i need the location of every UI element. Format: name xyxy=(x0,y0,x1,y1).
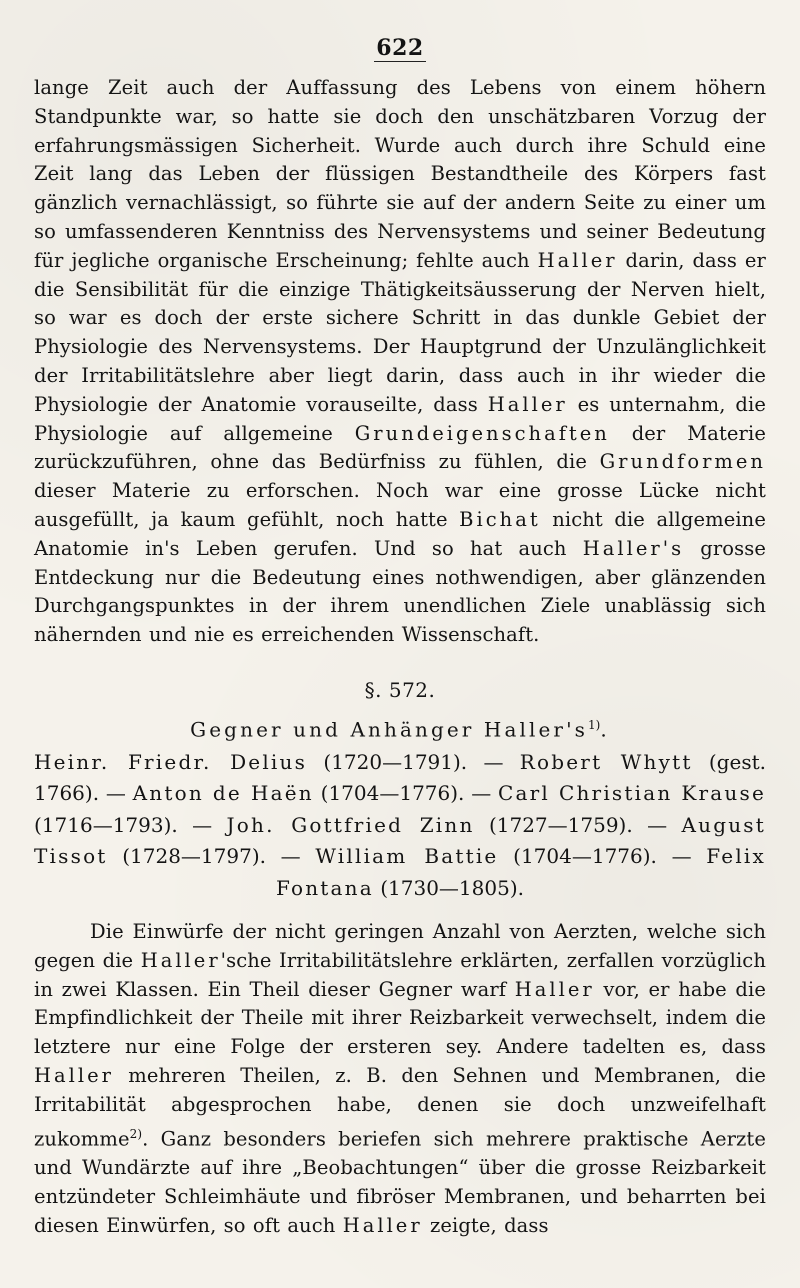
names-list: Heinr. Friedr. Delius (1720—1791). — Robert Whytt (gest. 1766). — Anton de Haën (1704—1776). — Carl Christian Krause (1716—1793). — Joh. Gottfried Zinn (1727—1759). — August Tissot (1728—1797). — William Battie (1704—1776). — Felix Fontana (1730—1805). xyxy=(34,749,767,900)
name-fontana: Felix Fontana xyxy=(276,844,766,900)
name-haller: Haller xyxy=(342,1213,423,1237)
name-delius: Heinr. Friedr. Delius xyxy=(34,749,308,774)
name-bichat: Bichat xyxy=(459,507,541,531)
emphasis-grundformen: Grundformen xyxy=(599,450,766,474)
section-heading: §. 572. xyxy=(364,677,436,702)
name-whytt: Robert Whytt xyxy=(519,749,693,774)
name-hallers: Haller's xyxy=(582,536,685,560)
name-tissot: August Tissot xyxy=(34,812,767,869)
name-krause: Carl Christian Krause xyxy=(498,781,767,806)
name-haller: Haller xyxy=(537,248,618,272)
paragraph-2: Die Einwürfe der nicht geringen Anzahl von Aerzten, welche sich gegen die Haller'sche Irritabilitätslehre erklärten, zerfallen vorzüglich in zwei Klassen. Ein Theil dieser Gegner warf Haller vor, er habe die Empfindlichkeit der Theile mit ihrer Reizbarkeit verwechselt, indem die letztere nur eine Folge der ersteren sey. Andere tadelten es, dass Haller mehreren Theilen, z. B. den Sehnen und Membranen, die Irritabilität abgesprochen habe, denen sie doch unzweifelhaft zukomme$^{2)}$. Ganz besonders beriefen sich mehrere praktische Aerzte und Wundärzte auf ihre „Beobachtungen“ über die grosse Reizbarkeit entzündeter Schleimhäute und fibröser Membranen, und beharrten bei diesen Einwürfen, so oft auch Haller zeigte, dass xyxy=(34,920,766,1237)
name-haller: Haller xyxy=(487,392,568,416)
emphasis-grundeigenschaften: Grundeigenschaften xyxy=(354,421,610,445)
name-battie: William Battie xyxy=(315,844,499,869)
footnote-ref-2: 2) xyxy=(129,1126,143,1141)
section-subtitle: Gegner und Anhänger $Haller's^{1)}$. xyxy=(190,717,610,742)
name-haen: Anton de Haën xyxy=(132,781,314,806)
page-number-text: 622 xyxy=(376,35,424,61)
page-number xyxy=(34,36,766,62)
name-haller: Haller xyxy=(34,1064,114,1088)
paragraph-1: lange Zeit auch der Auffassung des Lebens von einem höhern Standpunkte war, so hatte sie doch den unschätzbaren Vorzug der erfahrungsmässigen Sicherheit. Wurde auch durch ihre Schuld eine Zeit lang das Leben der flüssigen Bestandtheile des Körpers fast gänzlich vernachlässigt, so führte sie auf der andern Seite zu einer um so umfassenderen Kenntniss des Nervensystems und seiner Bedeutung für jegliche organische Erscheinung; fehlte auch Haller darin, dass er die Sensibilität für die einzige Thätigkeitsäusserung der Nerven hielt, so war es doch der erste sichere Schritt in das dunkle Gebiet der Physiologie des Nervensystems. Der Hauptgrund der Unzulänglichkeit der Irritabilitätslehre aber liegt darin, dass auch in ihr wieder die Physiologie der Anatomie vorauseilte, dass Haller es unternahm, die Physiologie auf allgemeine Grundeigenschaften der Materie zurückzuführen, ohne das Bedürfniss zu fühlen, die Grundformen dieser Materie zu erforschen. Noch war eine grosse Lücke nicht ausgefüllt, ja kaum gefühlt, noch hatte Bichat nicht die allgemeine Anatomie in's Leben gerufen. Und so hat auch Haller's grosse Entdeckung nur die Bedeutung eines nothwendigen, aber glänzenden Durchgangspunktes in der ihrem unendlichen Ziele unablässig sich nähernden und nie es erreichenden Wissenschaft. xyxy=(34,76,766,647)
footnote-ref-1: 1) xyxy=(588,717,601,732)
name-haller: Haller xyxy=(514,977,595,1001)
name-zinn: Joh. Gottfried Zinn xyxy=(226,812,475,837)
name-haller: Haller xyxy=(140,948,221,972)
